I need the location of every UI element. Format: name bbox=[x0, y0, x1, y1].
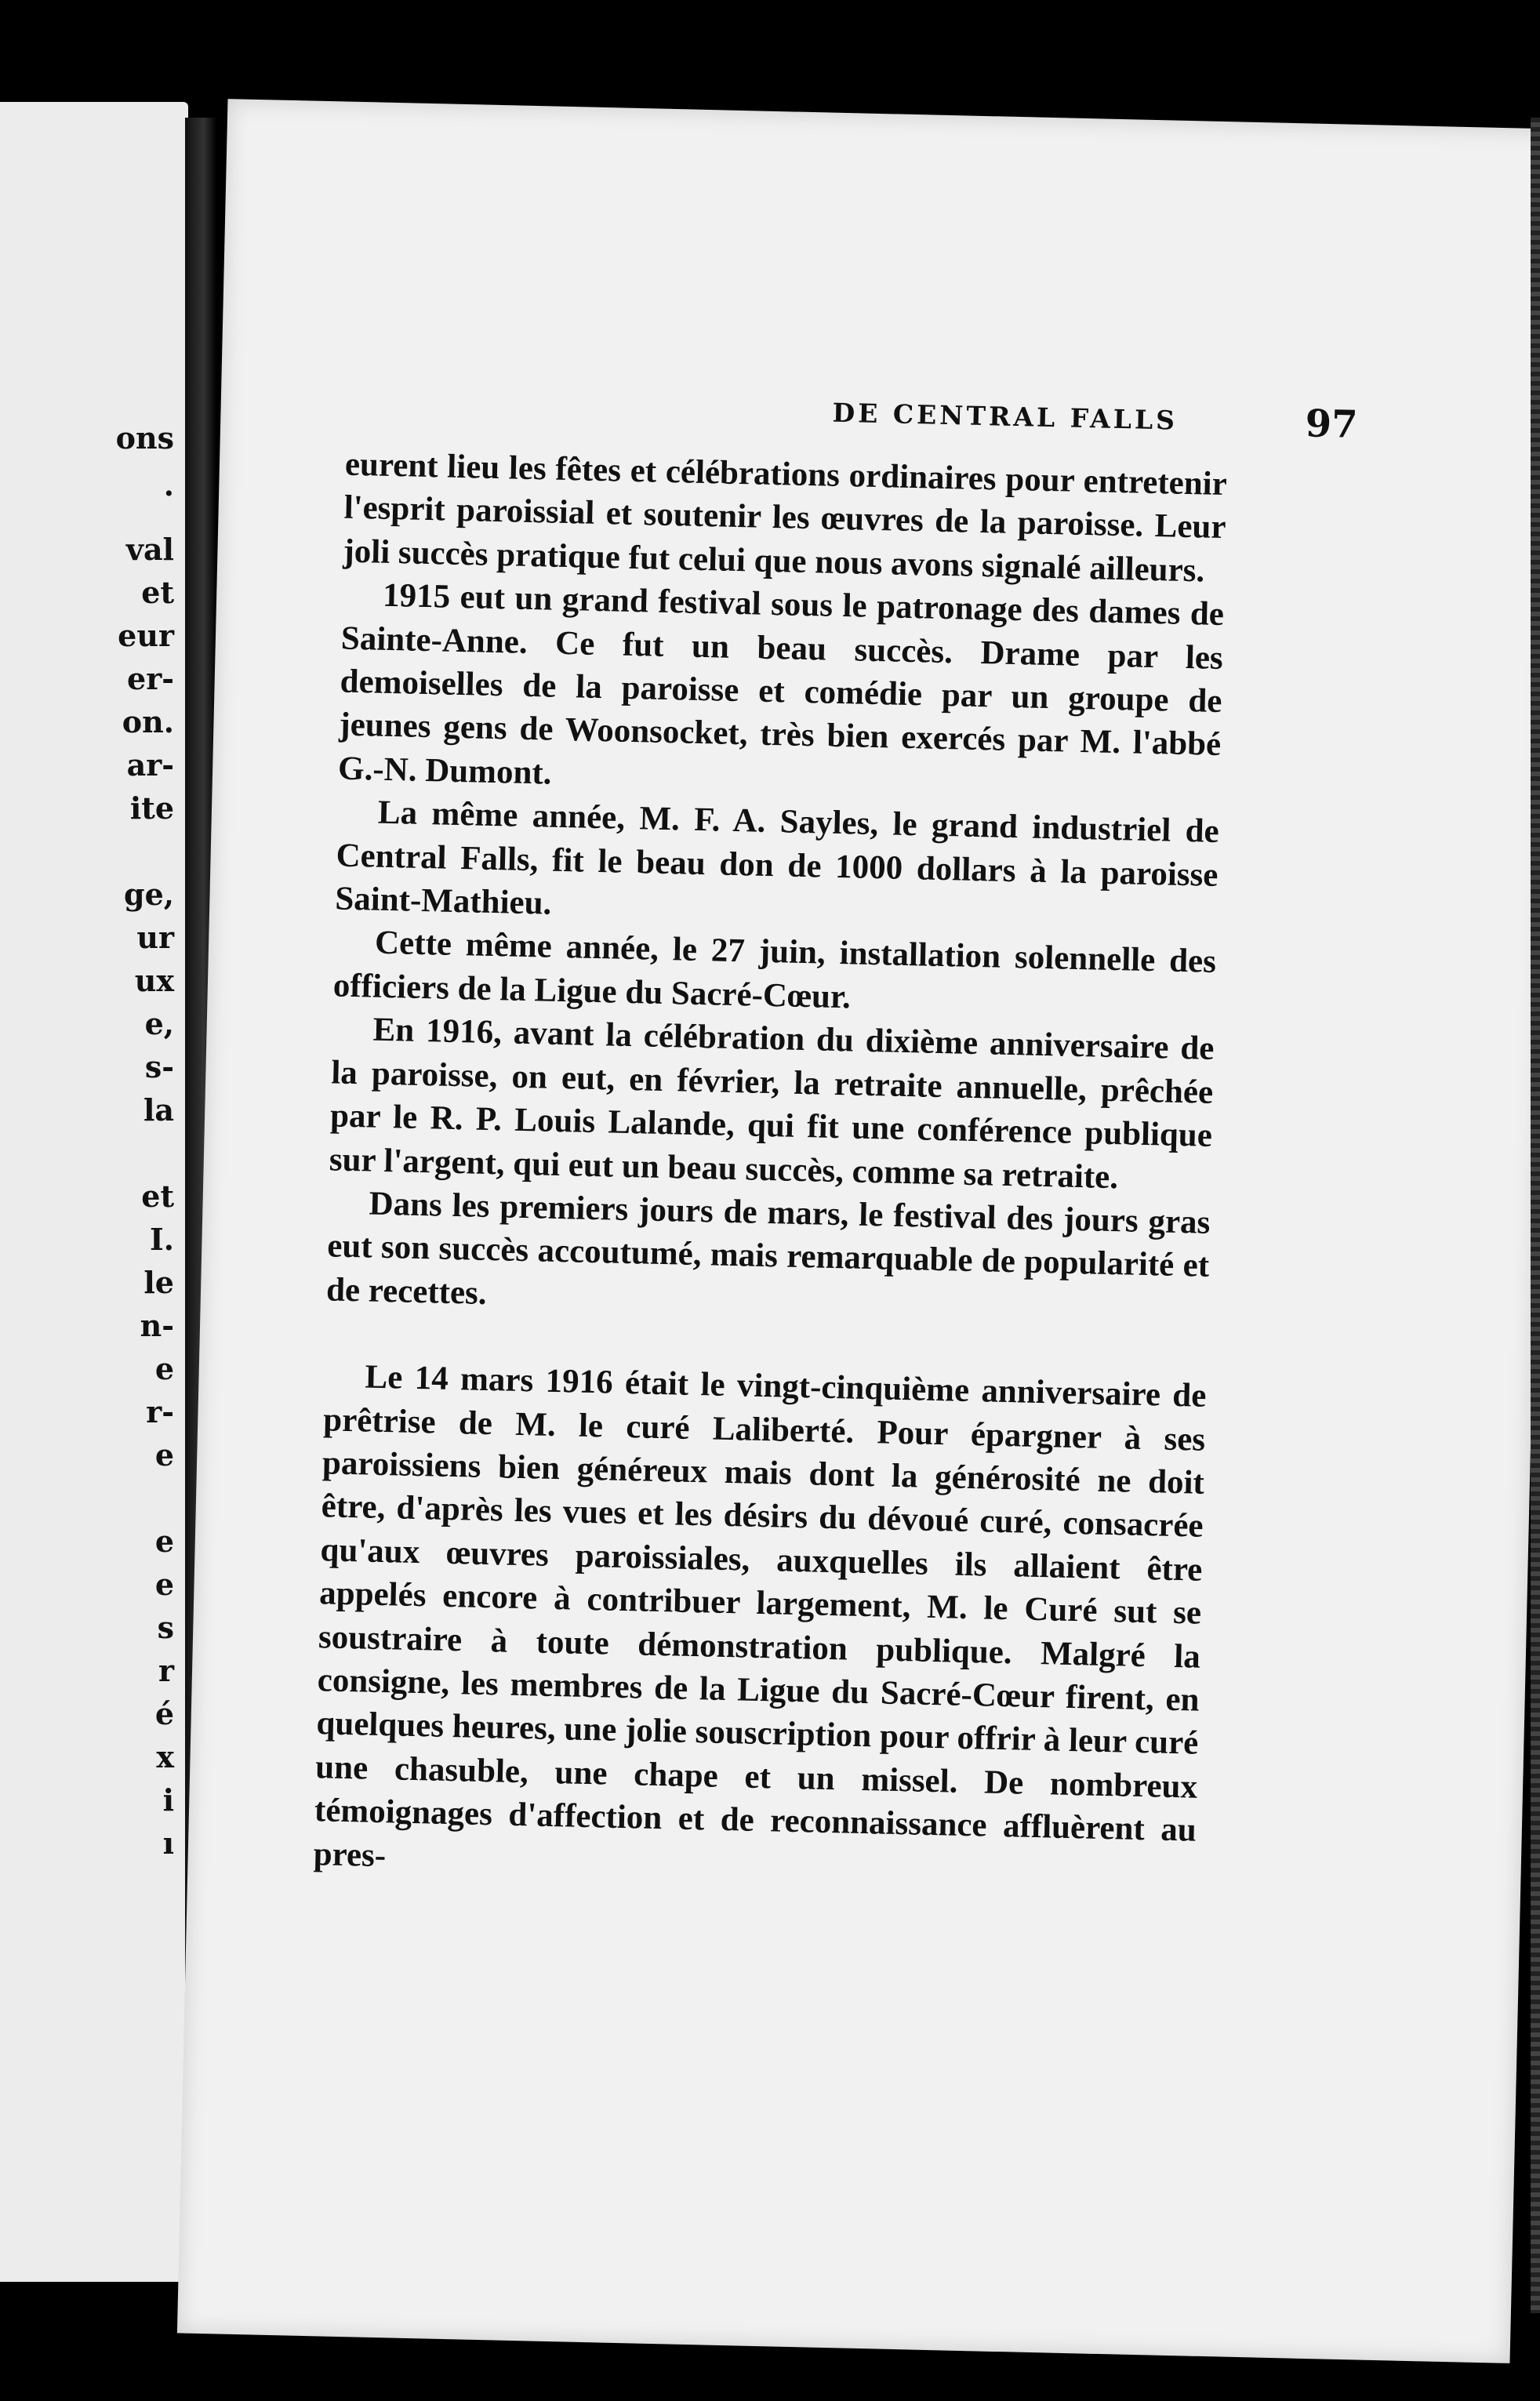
facing-page bbox=[0, 102, 188, 2282]
facing-page-fragment: I. bbox=[149, 1222, 174, 1257]
facing-page-fragment: et bbox=[141, 575, 174, 610]
paragraph: En 1916, avant la célébration du dixième anniversaire de la paroisse, on eut, en février, la retraite annuelle, prêchée par le R. P. Louis Lalande, qui fit une conférence publique sur l'argent, qui eut un beau succès, comme sa retraite. bbox=[329, 1011, 1215, 1196]
facing-page-fragment: ux bbox=[134, 963, 174, 998]
facing-page-fragment: ite bbox=[129, 790, 174, 826]
facing-page-fragment: la bbox=[143, 1092, 174, 1128]
page-stack-edge bbox=[1531, 118, 1540, 2313]
facing-page-fragment: s bbox=[157, 1610, 174, 1645]
facing-page-fragment: e, bbox=[144, 1006, 174, 1041]
facing-page-fragment: r- bbox=[146, 1394, 174, 1429]
facing-page-fragment: ar- bbox=[126, 747, 174, 783]
facing-page-fragment: . bbox=[163, 467, 174, 503]
paragraph: Cette même année, le 27 juin, installation solennelle des officiers de la Ligue du Sacré-Cœur. bbox=[332, 924, 1217, 1016]
paragraph: eurent lieu les fêtes et célébrations ordinaires pour entretenir l'esprit paroissial et soutenir les œuvres de la paroisse. Leur joli succès pratique fut celui que nous avons signalé ailleurs. bbox=[342, 445, 1228, 590]
facing-page-fragment: ge, bbox=[124, 877, 174, 912]
facing-page-fragment: le bbox=[143, 1265, 174, 1300]
facing-page-fragment: ı bbox=[162, 1825, 174, 1861]
page-number: 97 bbox=[1305, 401, 1359, 447]
running-title: DE CENTRAL FALLS bbox=[832, 397, 1179, 436]
facing-page-fragment: x bbox=[156, 1739, 174, 1774]
facing-page-fragment: n- bbox=[140, 1308, 174, 1343]
facing-page-fragment: eur bbox=[118, 618, 174, 653]
facing-page-fragment: er- bbox=[127, 661, 174, 696]
facing-page-fragment: r bbox=[158, 1653, 174, 1688]
facing-page-fragment: ur bbox=[136, 920, 174, 955]
facing-page-fragment: on. bbox=[122, 704, 174, 739]
facing-page-fragment: e bbox=[154, 1437, 174, 1473]
facing-page-fragment: e bbox=[154, 1351, 174, 1386]
paragraph: La même année, M. F. A. Sayles, le grand industriel de Central Falls, fit le beau don de 1000 dollars à la paroisse Saint-Mathieu. bbox=[334, 794, 1220, 922]
paragraph: Le 14 mars 1916 était le vingt-cinquième anniversaire de prêtrise de M. le curé Laliberté. Pour épargner à ses paroissiens bien généreux mais dont la générosité ne doit être, d'après les vues et les désirs du dévoué curé, consacrée qu'aux œuvres paroissiales, auxquelles ils allaient être appelés encore à contribuer largement, M. le Curé sut se soustraire à toute démonstration publique. Malgré la consigne, les membres de la Ligue du Sacré-Cœur firent, en quelques heures, une jolie souscription pour offrir à leur curé une chasuble, une chape et un missel. De nombreux témoignages d'affection et de reconnaissance affluèrent au pres- bbox=[313, 1358, 1207, 1874]
paragraph: 1915 eut un grand festival sous le patronage des dames de Sainte-Anne. Ce fut un beau succès. Drame par les demoiselles de la paroisse et comédie par un groupe de jeunes gens de Woonsocket, très bien exercés par M. l'abbé G.-N. Dumont. bbox=[337, 576, 1225, 792]
facing-page-fragment: é bbox=[154, 1696, 174, 1731]
facing-page-fragment: ons bbox=[115, 420, 174, 456]
facing-page-fragment: s- bbox=[144, 1049, 174, 1084]
book-page bbox=[177, 99, 1540, 2363]
facing-page-fragment: e bbox=[154, 1567, 174, 1602]
paragraph: Dans les premiers jours de mars, le festival des jours gras eut son succès accoutumé, mais remarquable de popularité et de recettes. bbox=[325, 1185, 1211, 1312]
body-text bbox=[313, 443, 1227, 1896]
facing-page-fragment: et bbox=[141, 1179, 174, 1214]
facing-page-fragment: i bbox=[162, 1782, 174, 1818]
facing-page-fragment: val bbox=[125, 532, 174, 567]
facing-page-fragment: e bbox=[154, 1524, 174, 1559]
